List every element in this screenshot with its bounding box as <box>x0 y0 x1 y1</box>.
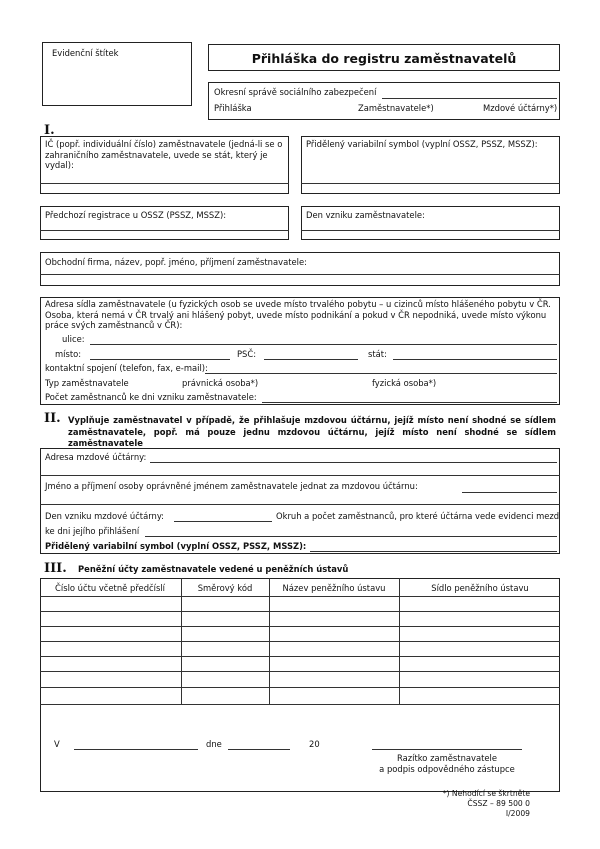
psc-input-line[interactable] <box>264 359 358 360</box>
signature-place-prefix: V <box>54 739 60 749</box>
office-input-line[interactable] <box>382 98 557 99</box>
previous-registration-input-line[interactable] <box>40 230 289 231</box>
variable-symbol-input-line[interactable] <box>301 183 560 184</box>
authorized-person-input-line[interactable] <box>462 492 557 493</box>
signature-place-input-line[interactable] <box>74 749 198 750</box>
payroll-variable-symbol-input-line[interactable] <box>310 551 557 552</box>
office-label: Okresní správě sociálního zabezpečení <box>214 87 377 97</box>
district-count-input-line[interactable] <box>145 536 557 537</box>
stamp-label-line-1: Razítko zaměstnavatele <box>396 753 498 763</box>
section-2-divider-1 <box>40 475 560 476</box>
company-name-input-line[interactable] <box>40 274 560 275</box>
street-input-line[interactable] <box>90 344 557 345</box>
ic-input-line[interactable] <box>40 183 289 184</box>
state-input-line[interactable] <box>393 359 557 360</box>
page-title: Přihláška do registru zaměstnavatelů <box>251 51 517 66</box>
natural-person-option[interactable]: fyzická osoba*) <box>372 378 437 388</box>
section-3-heading: Peněžní účty zaměstnavatele vedené u peněžních ústavů <box>78 564 349 574</box>
section-2-number: II. <box>44 411 61 426</box>
contact-input-line[interactable] <box>205 373 557 374</box>
signature-date-label: dne <box>206 739 222 749</box>
column-header-bank-seat: Sídlo peněžního ústavu <box>431 583 529 593</box>
label-box-caption: Evidenční štítek <box>52 48 119 58</box>
payroll-address-input-line[interactable] <box>150 462 557 463</box>
footnote: *) Nehodící se škrtněte <box>442 789 530 798</box>
payroll-address-label: Adresa mzdové účtárny: <box>45 452 147 462</box>
employer-type-label: Typ zaměstnavatele <box>45 378 129 388</box>
table-row[interactable] <box>40 671 560 672</box>
signature-date-input-line[interactable] <box>228 749 290 750</box>
payroll-origin-input-line[interactable] <box>174 521 272 522</box>
origin-date-input-line[interactable] <box>301 230 560 231</box>
variable-symbol-label: Přidělený variabilní symbol (vyplní OSSZ, PSSZ, MSSZ): <box>306 139 538 149</box>
as-of-label: ke dni jejího přihlášení <box>45 526 140 536</box>
payroll-origin-label: Den vzniku mzdové účtárny: <box>45 511 164 521</box>
employee-count-input-line[interactable] <box>262 402 557 403</box>
type-employer-option[interactable]: Zaměstnavatele*) <box>358 103 434 113</box>
street-label: ulice: <box>62 334 85 344</box>
type-payroll-option[interactable]: Mzdové účtárny*) <box>483 103 558 113</box>
table-row[interactable] <box>40 641 560 642</box>
column-header-bank-code: Směrový kód <box>197 583 253 593</box>
authorized-person-label: Jméno a příjmení osoby oprávněné jménem zaměstnavatele jednat za mzdovou účtárnu: <box>45 481 418 491</box>
table-row[interactable] <box>40 611 560 612</box>
section-3-number: III. <box>44 561 67 576</box>
table-row[interactable] <box>40 656 560 657</box>
origin-date-label: Den vzniku zaměstnavatele: <box>306 210 425 220</box>
psc-label: PSČ: <box>237 349 257 359</box>
table-row <box>40 704 560 705</box>
column-header-account: Číslo účtu včetně předčíslí <box>55 583 165 593</box>
place-input-line[interactable] <box>90 359 230 360</box>
section-1-number: I. <box>44 123 55 138</box>
legal-person-option[interactable]: právnická osoba*) <box>182 378 259 388</box>
table-row[interactable] <box>40 687 560 688</box>
ic-label: IČ (popř. individuální číslo) zaměstnavatele (jedná-li se o zahraničního zaměstnavatele, uvede se stát, který je vydal): <box>45 139 283 170</box>
signature-input-line[interactable] <box>372 749 522 750</box>
type-label: Přihláška <box>214 103 252 113</box>
section-2-box <box>40 448 560 554</box>
column-header-bank-name: Název peněžního ústavu <box>282 583 386 593</box>
contact-label: kontaktní spojení (telefon, fax, e-mail): <box>45 363 208 373</box>
company-name-label: Obchodní firma, název, popř. jméno, příjmení zaměstnavatele: <box>45 257 307 267</box>
address-label: Adresa sídla zaměstnavatele (u fyzických osob se uvede místo trvalého pobytu – u cizinců místo hlášeného pobytu v ČR. Osoba, která nemá v ČR trvalý ani hlášený pobyt, uvede místo podnikání a pokud v ČR nepodniká, uvede místo výkonu práce svých zaměstnanců v ČR): <box>45 299 551 330</box>
table-row[interactable] <box>40 626 560 627</box>
section-2-divider-2 <box>40 504 560 505</box>
employee-count-label: Počet zaměstnanců ke dni vzniku zaměstnavatele: <box>45 392 257 402</box>
table-row[interactable] <box>40 596 560 597</box>
state-label: stát: <box>368 349 387 359</box>
district-count-label: Okruh a počet zaměstnanců, pro které účtárna vede evidenci mezd <box>276 511 560 521</box>
signature-year-prefix: 20 <box>309 739 320 749</box>
previous-registration-label: Předchozí registrace u OSSZ (PSSZ, MSSZ): <box>45 210 227 220</box>
form-version: I/2009 <box>505 809 530 818</box>
stamp-label-line-2: a podpis odpovědného zástupce <box>379 764 515 774</box>
form-code: ČSSZ – 89 500 0 <box>467 799 530 808</box>
section-2-heading: Vyplňuje zaměstnavatel v případě, že přihlašuje mzdovou účtárnu, jejíž místo není shodné se sídlem zaměstnavatele, popř. má pouze jednu mzdovou účtárnu, jejíž místo není shodné se sídlem zaměstnavatele <box>68 415 556 448</box>
payroll-variable-symbol-label: Přidělený variabilní symbol (vyplní OSSZ, PSSZ, MSSZ): <box>45 541 307 551</box>
place-label: místo: <box>55 349 82 359</box>
